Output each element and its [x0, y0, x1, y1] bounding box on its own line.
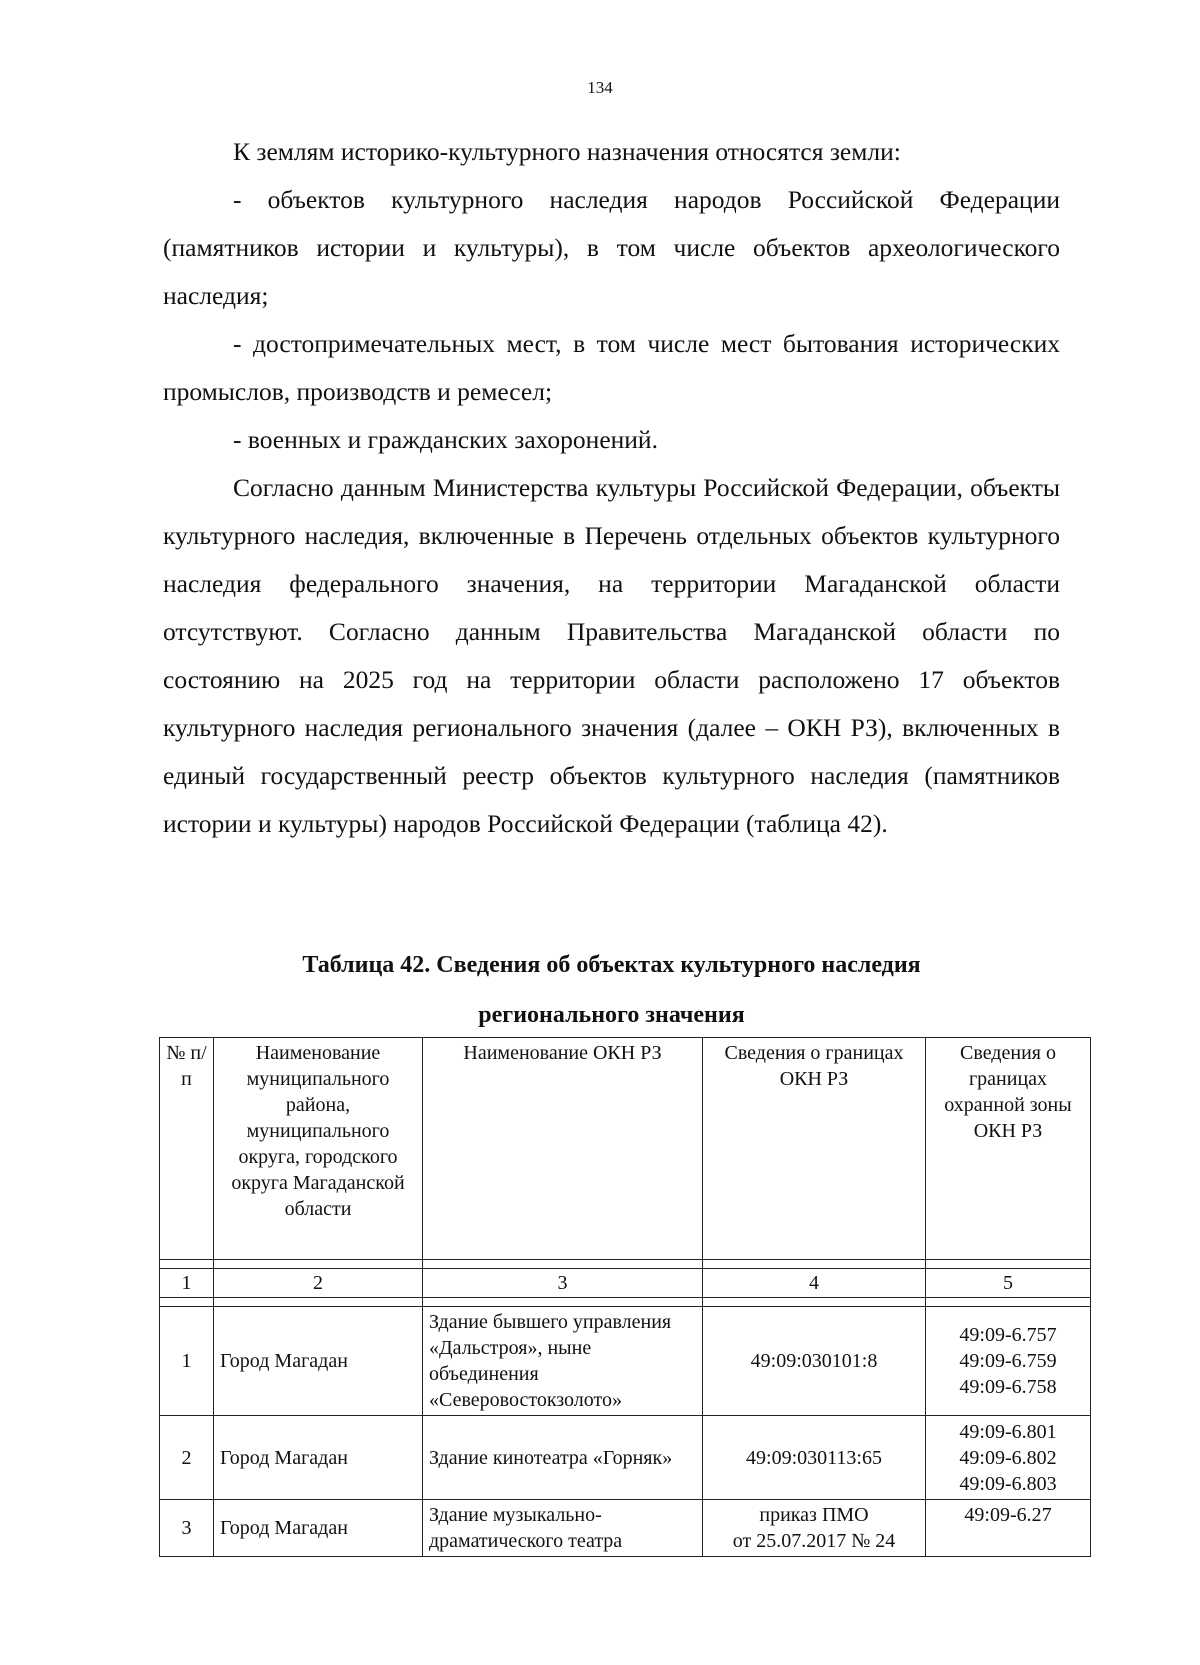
row-protection-zone: [926, 1416, 1091, 1500]
table-caption: [163, 940, 1060, 1040]
table-column-numbers-row: [160, 1269, 1091, 1298]
column-number: 3: [423, 1269, 703, 1298]
row-protection-zone: [926, 1307, 1091, 1416]
header-object-name: Наименование ОКН РЗ: [423, 1038, 703, 1260]
row-district: Город Магадан: [214, 1307, 423, 1416]
order-reference: приказ ПМО: [759, 1504, 869, 1526]
row-district: Город Магадан: [214, 1500, 423, 1557]
row-boundaries: 49:09:030101:8: [703, 1307, 926, 1416]
column-number: 1: [160, 1269, 214, 1298]
paragraph-list-item-burials: - военных и гражданских захоронений.: [233, 425, 658, 454]
row-object-name: Здание бывшего управления «Дальстроя», ныне объединения «Северовостокзолото»: [423, 1307, 703, 1416]
table-gap-row: [160, 1260, 1091, 1269]
paragraph-ministry-data: Согласно данным Министерства культуры Российской Федерации, объекты культурного наследия, включенные в Перечень отдельных объектов культурного наследия федерального значения, на территории Магаданской области отсутствуют. Согласно данным Правительства Магаданской области по состоянию на 2025 год на территории области расположено 17 объектов культурного наследия регионального значения (далее – ОКН РЗ), включенных в единый государственный реестр объектов культурного наследия (памятников истории и культуры) народов Российской Федерации (таблица 42).: [163, 473, 1060, 838]
row-boundaries: 49:09:030113:65: [703, 1416, 926, 1500]
table-row: [160, 1416, 1091, 1500]
zone-code: 49:09-6.757: [959, 1324, 1057, 1346]
table-row: [160, 1500, 1091, 1557]
zone-code: 49:09-6.758: [959, 1376, 1057, 1398]
row-boundaries: [703, 1500, 926, 1557]
zone-code: 49:09-6.801: [959, 1420, 1057, 1443]
table-row: [160, 1307, 1091, 1416]
table-caption-line2: регионального значения: [478, 1002, 745, 1028]
row-number: 1: [160, 1307, 214, 1416]
header-district: Наименование муниципального района, муниципального округа, городского округа Магаданской области: [214, 1038, 423, 1260]
row-object-name: Здание музыкально-драматического театра: [423, 1500, 703, 1557]
body-text: [163, 128, 1060, 848]
zone-code: 49:09-6.759: [959, 1350, 1057, 1372]
order-date: от 25.07.2017 № 24: [732, 1530, 896, 1552]
table-gap-row: [160, 1298, 1091, 1307]
row-district: Город Магадан: [214, 1416, 423, 1500]
column-number: 4: [703, 1269, 926, 1298]
row-number: 3: [160, 1500, 214, 1557]
paragraph-intro: К землям историко-культурного назначения относятся земли:: [233, 137, 901, 166]
paragraph-list-item-heritage: - объектов культурного наследия народов Российской Федерации (памятников истории и культуры), в том числе объектов археологического наследия;: [163, 185, 1060, 310]
heritage-table: [159, 1037, 1091, 1557]
header-protection-zone: Сведения о границах охранной зоны ОКН РЗ: [926, 1038, 1091, 1260]
table-header-row: [160, 1038, 1091, 1260]
header-boundaries: Сведения о границах ОКН РЗ: [703, 1038, 926, 1260]
column-number: 5: [926, 1269, 1091, 1298]
zone-code: 49:09-6.803: [959, 1472, 1057, 1495]
zone-code: 49:09-6.802: [959, 1446, 1057, 1469]
table-caption-line1: Таблица 42. Сведения об объектах культурного наследия: [302, 952, 921, 978]
zone-code: 49:09-6.27: [964, 1504, 1052, 1526]
page-number: 134: [587, 78, 613, 97]
paragraph-list-item-sights: - достопримечательных мест, в том числе мест бытования исторических промыслов, производств и ремесел;: [163, 329, 1060, 406]
header-number: № п/п: [160, 1038, 214, 1260]
column-number: 2: [214, 1269, 423, 1298]
row-number: 2: [160, 1416, 214, 1500]
row-object-name: Здание кинотеатра «Горняк»: [423, 1416, 703, 1500]
row-protection-zone: [926, 1500, 1091, 1557]
